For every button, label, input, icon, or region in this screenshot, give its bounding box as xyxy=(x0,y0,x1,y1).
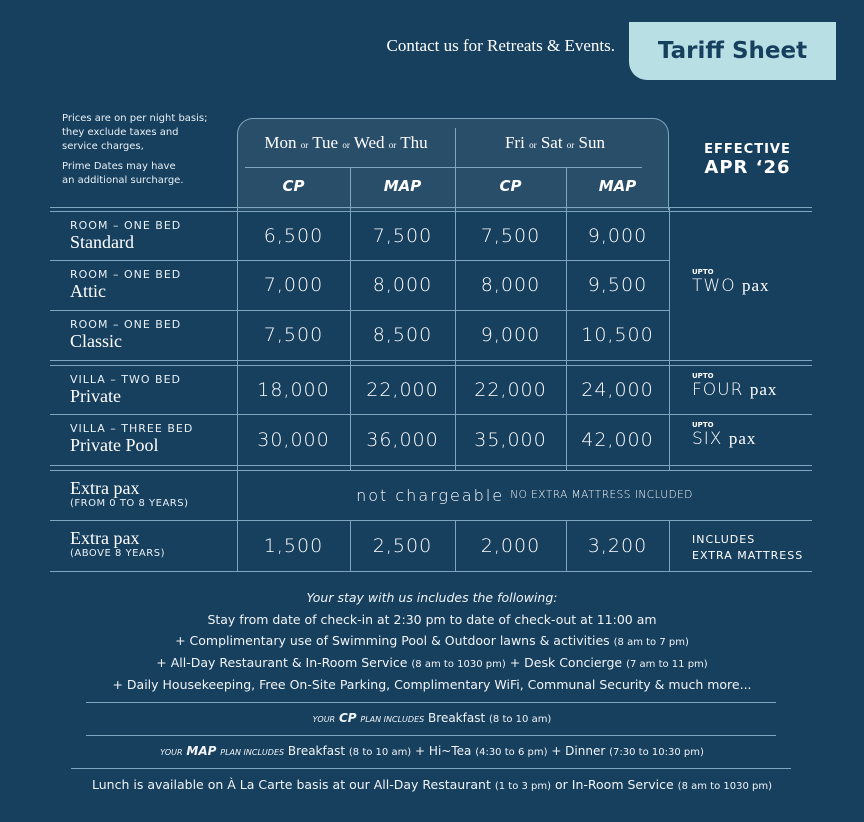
table-row xyxy=(50,365,812,415)
extra-note: not chargeable NO EXTRA MATTRESS INCLUDED xyxy=(356,485,693,505)
divider xyxy=(50,207,812,208)
row-label: VILLA – THREE BED Private Pool xyxy=(70,422,194,455)
plan-map: MAP xyxy=(598,177,637,195)
note-line: an additional surcharge. xyxy=(62,175,184,186)
occupancy: UPTO TWO pax xyxy=(692,268,770,296)
row-label: Extra pax (FROM 0 TO 8 YEARS) xyxy=(70,478,189,509)
page-title: Tariff Sheet xyxy=(629,22,836,80)
includes-line: + Complimentary use of Swimming Pool & Outdoor lawns & activities (8 am to 7 pm) xyxy=(175,633,689,648)
price-cell: 2,500 xyxy=(372,534,433,557)
includes-line: + Daily Housekeeping, Free On-Site Parking, Complimentary WiFi, Communal Security & much more... xyxy=(112,677,752,692)
price-cell: 7,500 xyxy=(263,324,324,346)
row-label: Extra pax (ABOVE 8 YEARS) xyxy=(70,528,165,559)
lunch-line: Lunch is available on À La Carte basis at our All-Day Restaurant (1 to 3 pm) or In-Room Service (8 am to 1030 pm) xyxy=(92,777,772,792)
price-cell: 6,500 xyxy=(263,225,324,247)
divider xyxy=(86,735,776,736)
includes-title: Your stay with us includes the following: xyxy=(306,590,558,605)
row-label: ROOM – ONE BED Classic xyxy=(70,318,182,351)
table-row xyxy=(50,470,812,520)
price-cell: 7,500 xyxy=(480,225,541,247)
table-row xyxy=(50,260,812,310)
price-cell: 9,000 xyxy=(587,225,648,247)
price-cell: 9,500 xyxy=(587,274,648,296)
price-cell: 7,000 xyxy=(263,274,324,296)
price-cell: 7,500 xyxy=(372,225,433,247)
row-label: ROOM – ONE BED Attic xyxy=(70,268,182,301)
table-row: Extra pax (ABOVE 8 YEARS) 1,500 2,500 2,000 3,200 INCLUDES EXTRA MATTRESS xyxy=(50,520,812,571)
occupancy: UPTO FOUR pax xyxy=(692,372,778,400)
price-cell: 18,000 xyxy=(257,379,330,401)
divider xyxy=(50,465,812,466)
price-header-box xyxy=(237,118,669,210)
price-cell: 3,200 xyxy=(587,534,648,557)
price-cell: 22,000 xyxy=(474,379,547,401)
price-cell: 8,500 xyxy=(372,324,433,346)
note-line: they exclude taxes and xyxy=(62,127,179,138)
plan-map: MAP xyxy=(383,177,422,195)
cp-plan-line: YOUR CP PLAN INCLUDES Breakfast (8 to 10 am) xyxy=(312,711,552,725)
price-cell: 36,000 xyxy=(366,428,439,451)
divider xyxy=(71,768,791,769)
row-label: ROOM – ONE BED Standard xyxy=(70,219,182,252)
weekday-header: Mon or Tue or Wed or Thu xyxy=(264,133,428,152)
price-cell: 10,500 xyxy=(581,324,654,346)
price-cell: 9,000 xyxy=(480,324,541,346)
price-cell: 42,000 xyxy=(581,428,654,451)
price-cell: 8,000 xyxy=(372,274,433,296)
map-plan-line: YOUR MAP PLAN INCLUDES Breakfast (8 to 10 am) + Hi~Tea (4:30 to 6 pm) + Dinner (7:30 to 10:30 pm) xyxy=(160,744,704,758)
includes-line: + All-Day Restaurant & In-Room Service (8 am to 1030 pm) + Desk Concierge (7 am to 11 pm) xyxy=(156,655,708,670)
includes-line: Stay from date of check-in at 2:30 pm to date of check-out at 11:00 am xyxy=(207,612,657,627)
row-label: VILLA – TWO BED Private xyxy=(70,373,182,406)
note-line: service charges, xyxy=(62,141,144,152)
table-row xyxy=(50,414,812,465)
price-cell: 24,000 xyxy=(581,379,654,401)
contact-text: Contact us for Retreats & Events. xyxy=(386,36,615,55)
price-cell: 22,000 xyxy=(366,379,439,401)
note-line: Prime Dates may have xyxy=(62,161,176,172)
price-cell: 35,000 xyxy=(474,428,547,451)
table-row xyxy=(50,211,812,261)
price-cell: 1,500 xyxy=(263,534,324,557)
divider xyxy=(50,571,812,572)
divider xyxy=(50,360,812,361)
plan-cp: CP xyxy=(282,177,305,195)
plan-cp: CP xyxy=(499,177,522,195)
price-cell: 30,000 xyxy=(257,428,330,451)
pricing-notes xyxy=(62,112,208,188)
divider xyxy=(86,702,776,703)
note-line: Prices are on per night basis; xyxy=(62,113,208,124)
divider xyxy=(245,167,642,168)
occupancy: UPTO SIX pax xyxy=(692,421,757,449)
weekend-header: Fri or Sat or Sun xyxy=(504,133,606,152)
table-row xyxy=(50,310,812,360)
price-cell: 8,000 xyxy=(480,274,541,296)
price-cell: 2,000 xyxy=(480,534,541,557)
effective-date: EFFECTIVE APR ‘26 xyxy=(704,142,791,178)
